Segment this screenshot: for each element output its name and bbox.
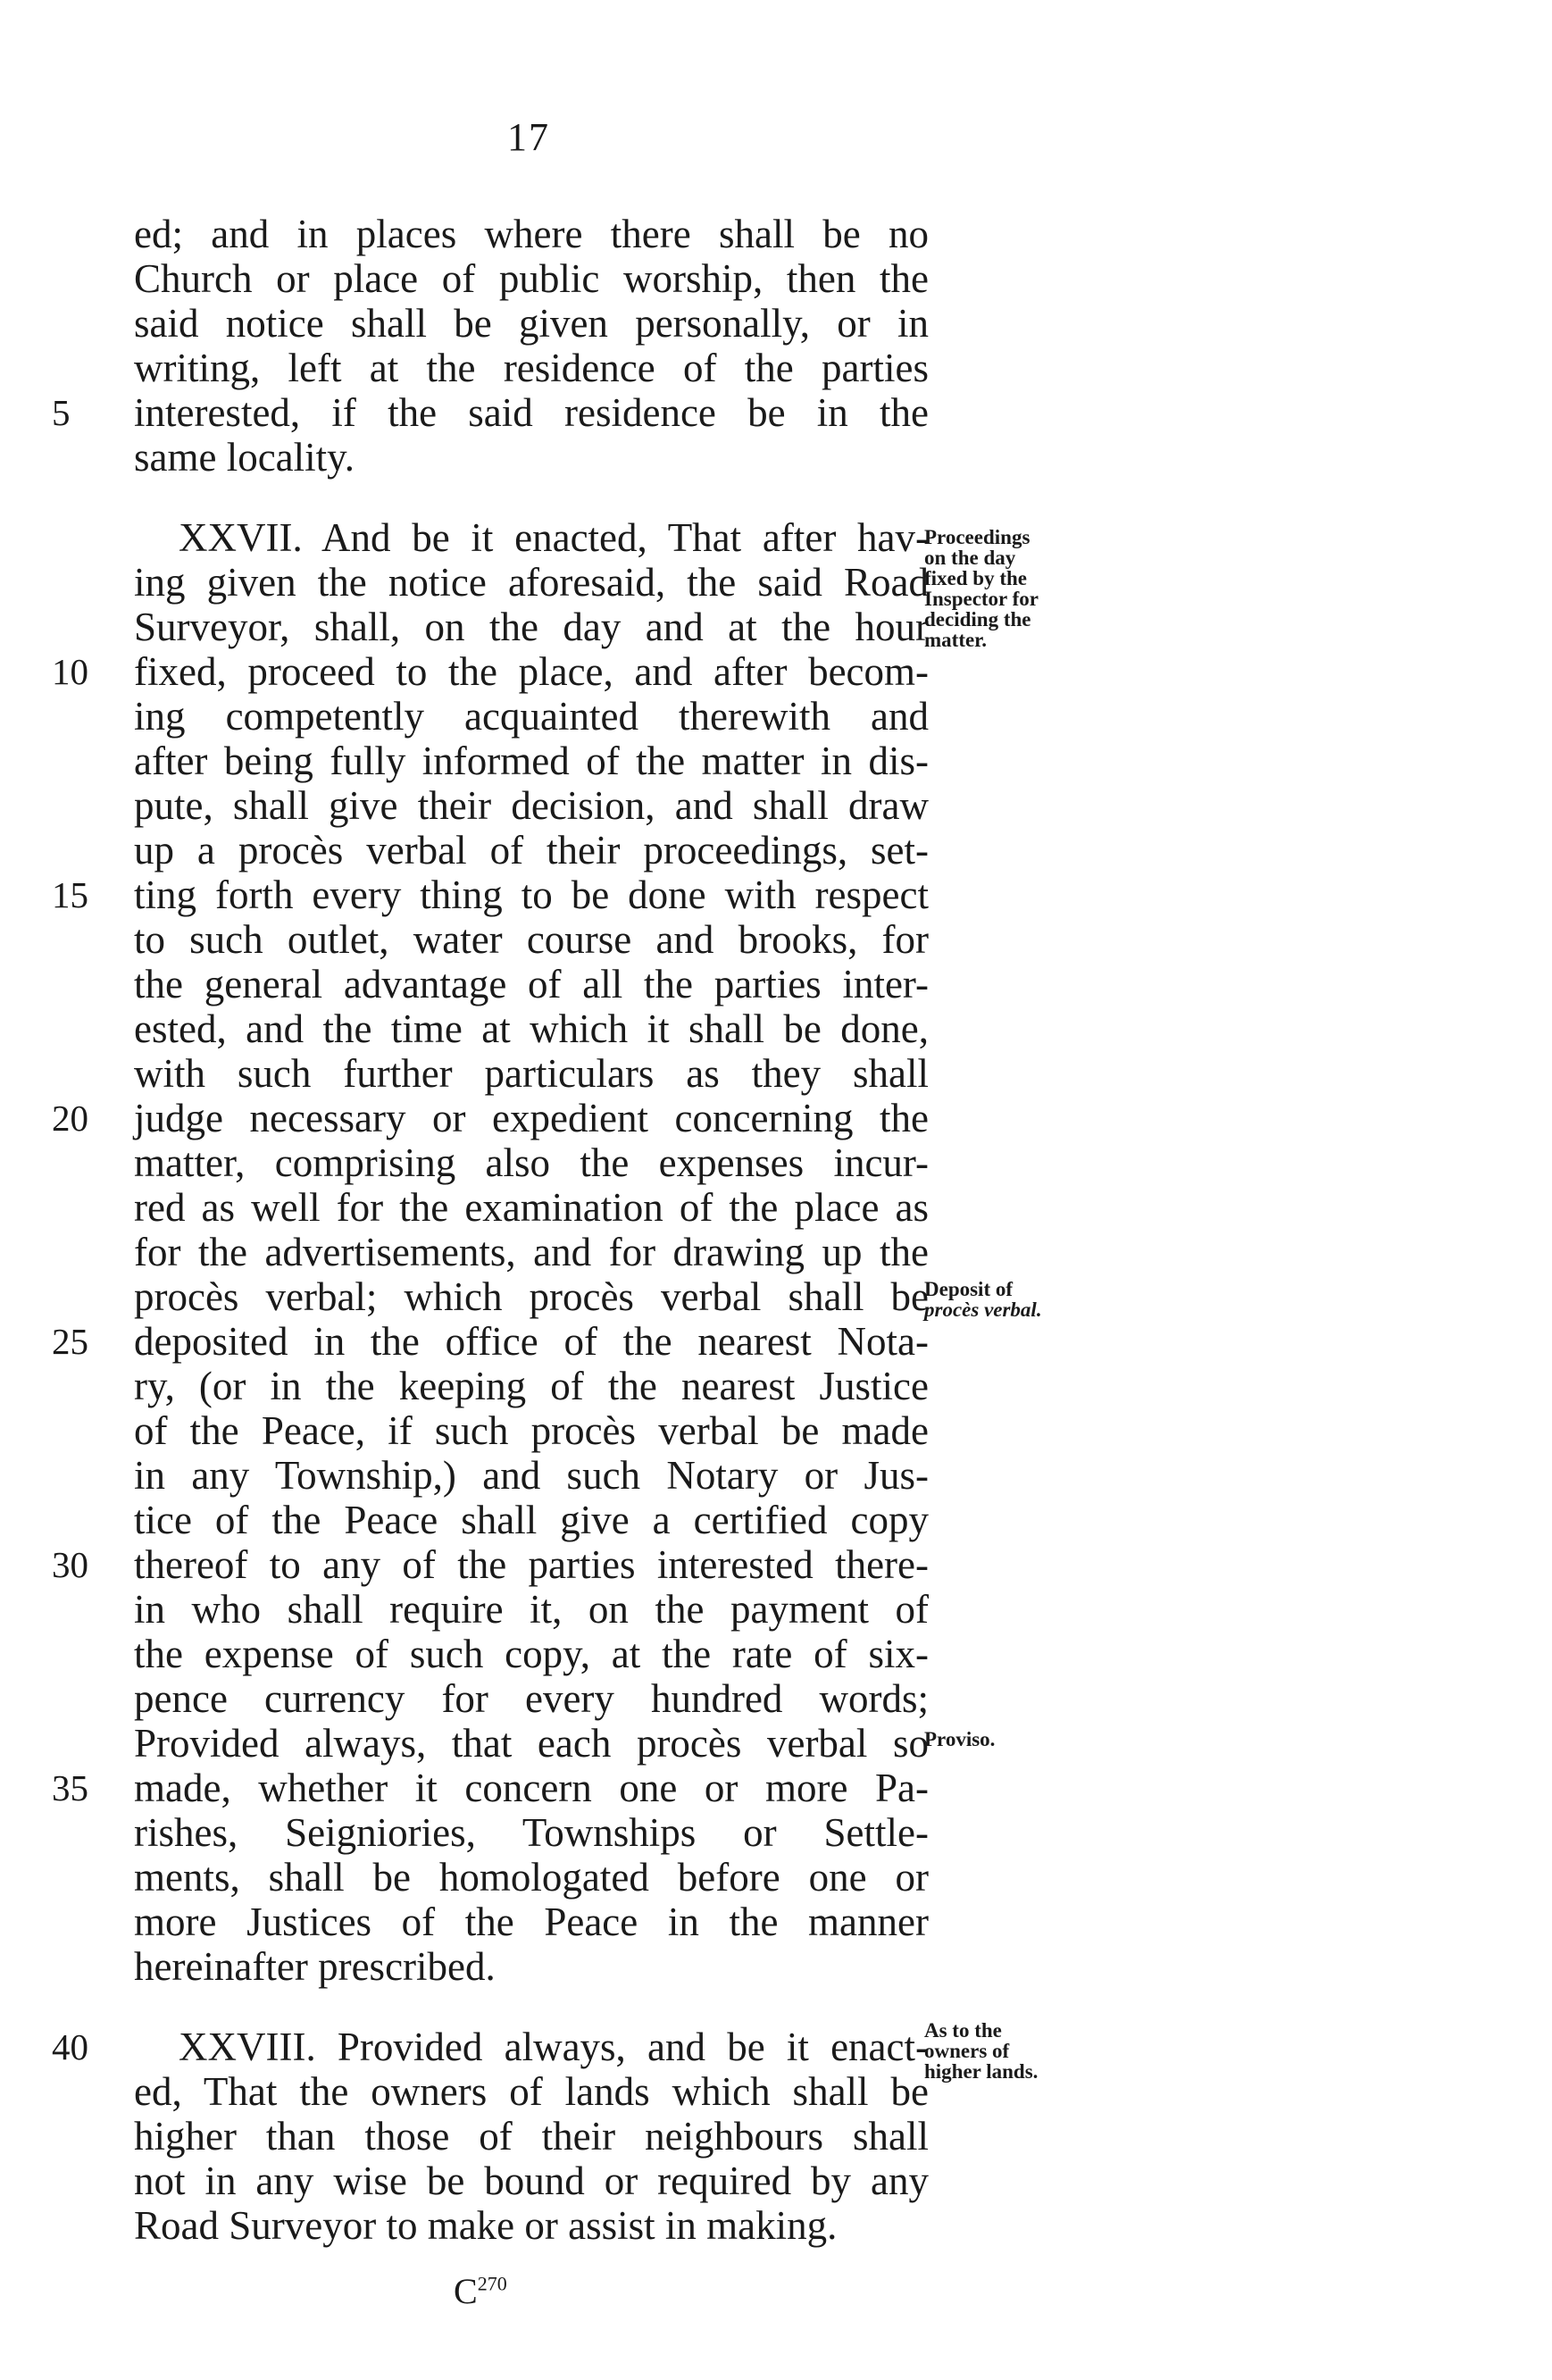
text-line: ry, (or in the keeping of the nearest Justice <box>134 1364 929 1408</box>
margin-note-line: procès verbal. <box>924 1299 1042 1321</box>
margin-note-deposit <box>924 1279 1103 1320</box>
text-line: interested, if the said residence be in the <box>134 390 929 435</box>
margin-note-line: Deposit of <box>924 1278 1014 1300</box>
text-line: in who shall require it, on the payment of <box>134 1587 929 1632</box>
text-line: Provided always, that each procès verbal so <box>134 1721 929 1766</box>
text-line: deposited in the office of the nearest Nota- <box>134 1319 929 1364</box>
text-line: with such further particulars as they shall <box>134 1051 929 1096</box>
text-line: rishes, Seigniories, Townships or Settle- <box>134 1810 929 1855</box>
text-line: ed, That the owners of lands which shall be <box>134 2069 929 2114</box>
text-line: after being fully informed of the matter in dis- <box>134 739 929 783</box>
text-line: for the advertisements, and for drawing up the <box>134 1230 929 1274</box>
text-line: red as well for the examination of the place as <box>134 1185 929 1230</box>
text-line: ing competently acquainted therewith and <box>134 694 929 739</box>
text-line: procès verbal; which procès verbal shall be <box>134 1274 929 1319</box>
text-line: in any Township,) and such Notary or Jus- <box>134 1453 929 1498</box>
line-number: 35 <box>52 1767 88 1808</box>
line-number: 30 <box>52 1544 88 1585</box>
text-line: same locality. <box>134 435 355 480</box>
text-line: matter, comprising also the expenses incur- <box>134 1140 929 1185</box>
margin-note-line: Proviso. <box>924 1728 996 1750</box>
text-line: up a procès verbal of their proceedings, set- <box>134 828 929 873</box>
text-line: said notice shall be given personally, or in <box>134 301 929 346</box>
signature-letter: C <box>454 2271 478 2311</box>
text-line: of the Peace, if such procès verbal be made <box>134 1408 929 1453</box>
text-line: to such outlet, water course and brooks, for <box>134 917 929 962</box>
margin-note-line: As to the <box>924 2019 1002 2042</box>
margin-note-proviso <box>924 1729 1103 1750</box>
margin-note-line: Proceedings <box>924 526 1030 548</box>
text-line: ed; and in places where there shall be no <box>134 212 929 256</box>
text-line: hereinafter prescribed. <box>134 1944 496 1989</box>
text-line: Church or place of public worship, then the <box>134 256 929 301</box>
line-number: 20 <box>52 1098 88 1139</box>
margin-note-owners <box>924 2020 1103 2082</box>
margin-note-line: on the day <box>924 547 1016 569</box>
line-number: 25 <box>52 1321 88 1362</box>
text-line: made, whether it concern one or more Pa- <box>134 1766 929 1810</box>
margin-note-proceedings <box>924 527 1103 650</box>
page-number: 17 <box>507 115 550 159</box>
margin-note-line: matter. <box>924 629 988 651</box>
line-number: 5 <box>52 392 71 433</box>
signature-superscript: 270 <box>477 2272 507 2295</box>
signature-mark <box>454 2270 507 2312</box>
line-number: 40 <box>52 2026 88 2067</box>
text-line: pence currency for every hundred words; <box>134 1676 929 1721</box>
margin-note-line: fixed by the <box>924 567 1027 589</box>
text-line: higher than those of their neighbours shall <box>134 2114 929 2159</box>
section-heading-line: XXVII. And be it enacted, That after hav- <box>179 515 929 560</box>
text-line: ments, shall be homologated before one or <box>134 1855 929 1900</box>
line-number: 15 <box>52 874 88 915</box>
section-heading-line: XXVIII. Provided always, and be it enact- <box>179 2025 929 2069</box>
text-line: writing, left at the residence of the parties <box>134 346 929 390</box>
text-line: tice of the Peace shall give a certified copy <box>134 1498 929 1542</box>
text-line: fixed, proceed to the place, and after becom- <box>134 649 929 694</box>
text-line: ing given the notice aforesaid, the said Road <box>134 560 929 605</box>
text-line: Road Surveyor to make or assist in making. <box>134 2203 838 2248</box>
margin-note-line: higher lands. <box>924 2060 1039 2083</box>
text-line: ting forth every thing to be done with respect <box>134 873 929 917</box>
text-line: the expense of such copy, at the rate of six- <box>134 1632 929 1676</box>
text-line: more Justices of the Peace in the manner <box>134 1900 929 1944</box>
margin-note-line: owners of <box>924 2040 1010 2062</box>
text-line: thereof to any of the parties interested there- <box>134 1542 929 1587</box>
margin-note-line: Inspector for <box>924 588 1039 610</box>
text-line: pute, shall give their decision, and shall draw <box>134 783 929 828</box>
margin-note-line: deciding the <box>924 608 1031 630</box>
text-line: Surveyor, shall, on the day and at the hour <box>134 605 929 649</box>
line-number: 10 <box>52 651 88 692</box>
text-line: judge necessary or expedient concerning the <box>134 1096 929 1140</box>
text-line: not in any wise be bound or required by any <box>134 2159 929 2203</box>
text-line: ested, and the time at which it shall be done, <box>134 1006 929 1051</box>
text-line: the general advantage of all the parties inter- <box>134 962 929 1006</box>
